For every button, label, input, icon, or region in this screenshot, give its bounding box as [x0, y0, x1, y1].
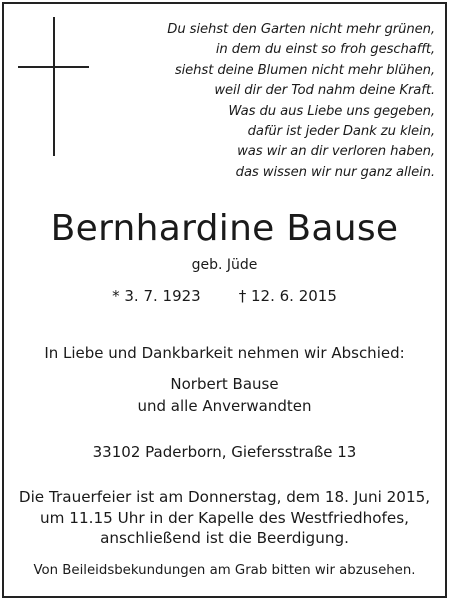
- poem-line: Du siehst den Garten nicht mehr grünen,: [167, 22, 435, 37]
- farewell-intro: In Liebe und Dankbarkeit nehmen wir Abschied:: [44, 344, 405, 362]
- poem-line: weil dir der Tod nahm deine Kraft.: [214, 83, 435, 99]
- footer-note: Von Beileidsbekundungen am Grab bitten wir abzusehen.: [33, 563, 416, 578]
- poem-line: was wir an dir verloren haben,: [237, 144, 435, 160]
- ceremony-info: [0, 487, 449, 549]
- deceased-name: Bernhardine Bause: [50, 208, 399, 249]
- poem-line: das wissen wir nur ganz allein.: [235, 164, 435, 180]
- poem-line: in dem du einst so froh geschafft,: [215, 42, 435, 58]
- poem-line: siehst deine Blumen nicht mehr blühen,: [174, 62, 435, 78]
- cross-icon: [18, 17, 89, 156]
- ceremony-line: Die Trauerfeier ist am Donnerstag, dem 18. Juni 2015,: [18, 488, 431, 506]
- signer-line: und alle Anverwandten: [137, 397, 312, 415]
- poem-line: Was du aus Liebe uns gegeben,: [228, 103, 435, 119]
- poem-line: dafür ist jeder Dank zu klein,: [247, 124, 435, 140]
- signer-line: Norbert Bause: [170, 375, 279, 393]
- ceremony-line: anschließend ist die Beerdigung.: [100, 529, 349, 547]
- address: 33102 Paderborn, Giefersstraße 13: [92, 443, 357, 461]
- ceremony-line: um 11.15 Uhr in der Kapelle des Westfriedhofes,: [40, 508, 409, 527]
- maiden-name: geb. Jüde: [191, 257, 258, 273]
- life-dates: [0, 286, 449, 306]
- death-date: † 12. 6. 2015: [238, 287, 337, 305]
- signers: [0, 373, 449, 417]
- birth-date: * 3. 7. 1923: [112, 287, 201, 305]
- poem: [120, 20, 435, 183]
